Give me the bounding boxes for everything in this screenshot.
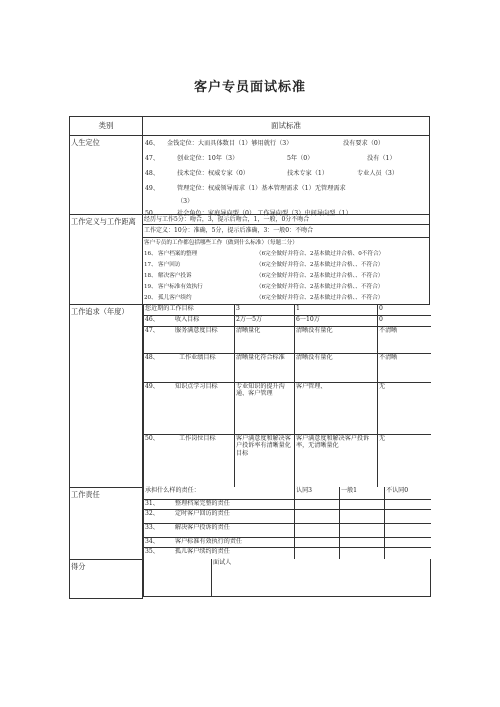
positioning-row	[70, 136, 430, 215]
interviewer-field[interactable]: 面试人	[212, 559, 431, 597]
pursuit-goal-row: 50、 工作岗位目标 客户满意度和解决客户投诉率有清晰量化目标 客户满意度和解决客户投诉率，无清晰量化 无	[144, 434, 431, 487]
work-item: 16、客户档案的整理 （6完全做好并符合、2基本做过并合格、0不符合）	[144, 251, 385, 257]
positioning-lines	[145, 136, 429, 217]
work-def-row	[70, 215, 430, 305]
positioning-line: 50、 社会角色：家庭导向型（0） 工作导向型（3）中间导向型（1）	[145, 210, 352, 217]
work-item: 18、解决客户投诉 （6完全做好并符合、2基本做过并合格、、不符合）	[144, 273, 384, 279]
interview-standard-table	[69, 116, 430, 599]
page-title: 客户专员面试标准	[193, 80, 306, 95]
responsibility-item: 32、 定时客户回访的责任	[144, 509, 431, 523]
pursuit-header: 您近期的工作目标 3 1 0	[144, 305, 431, 315]
pursuit-goal-row: 48、 工作业绩目标 清晰量化符合标准 清晰没有量化 不清晰	[144, 353, 431, 382]
work-def-intro: 客户专员的工作都包括哪些工作（做到什么标准）（每题二分）	[144, 240, 298, 246]
responsibility-item: 33、 解决客户投诉的责任	[144, 523, 431, 537]
score-value[interactable]	[144, 559, 212, 597]
responsibility-item: 35、 孤儿客户续约的责任	[144, 547, 431, 559]
responsibility-item: 31、 整理档案完整的责任	[144, 499, 431, 509]
positioning-category: 人生定位	[70, 136, 143, 215]
pursuit-table	[143, 305, 431, 487]
work-item: 20、孤儿客户续约 （6完全做好并符合、2基本做过并合格、、不符合）	[144, 295, 384, 301]
score-category: 得分	[70, 559, 143, 598]
positioning-line: 47、 创业定位：10年（3） 5年（0） 没有（1）	[145, 155, 396, 162]
responsibility-row	[70, 487, 430, 559]
responsibility-header: 承担什么样的责任： 认同3 一般1 不认同0	[144, 487, 431, 499]
positioning-line: 46、 金钱定位：大而具体数目（1）够用就行（3） 没有要求（0）	[145, 140, 385, 147]
pursuit-goal-row: 49、 知识点学习目标 专业知识的提升沟通、客户管理 客户管理、 无	[144, 382, 431, 434]
work-def-experience: 经历与工作5分：吻合，3，提示后吻合，1，一般，0分不吻合	[143, 215, 429, 225]
score-row	[70, 559, 430, 598]
pursuit-goal-row: 46、 收入目标 2万一5万 6一10万 0	[144, 315, 431, 326]
header-category: 类别	[70, 117, 143, 136]
positioning-line: 48、 技术定位：权威专家（0） 技术专家（1） 专业人员（3）	[145, 170, 399, 177]
positioning-line: 49、 管理定位：权威领导需求（1）基本管理需求（1）无管理需求	[145, 185, 346, 192]
work-item: 17、客户回访 （6完全做好并符合、2基本做过并合格、、不符合）	[144, 262, 384, 268]
pursuit-goal-row: 47、 服务满意度目标 清晰量化 清晰没有量化 不清晰	[144, 326, 431, 353]
pursuit-row	[70, 305, 430, 488]
table-header-row	[70, 117, 430, 136]
work-def-definition: 工作定义：10分：准确，5分，提示后准确，3：一般0：不吻合	[143, 225, 429, 238]
pursuit-category: 工作追求（年度）	[70, 305, 143, 488]
responsibility-item: 34、 客户标准有效执行的责任	[144, 537, 431, 547]
header-standard: 面试标准	[143, 117, 430, 136]
responsibility-table	[143, 487, 431, 559]
responsibility-category: 工作责任	[70, 487, 143, 559]
positioning-line: （3）	[177, 198, 194, 205]
score-table	[143, 559, 431, 597]
work-def-category: 工作定义与工作距离	[70, 215, 143, 305]
work-item: 19、客户标准有效执行 （6完全做好并符合、2基本做过并合格、、不符合）	[144, 284, 384, 290]
